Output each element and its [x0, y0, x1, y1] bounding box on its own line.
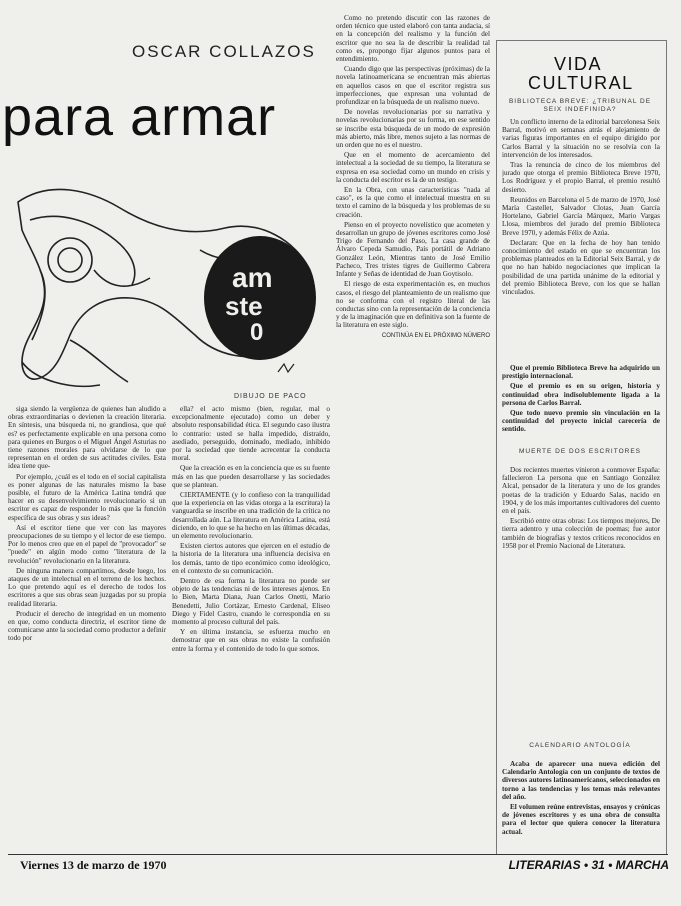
sidebar-rule-left [496, 40, 497, 855]
sidebar-section-2 [502, 466, 660, 736]
paragraph: Acaba de aparecer una nueva edición del Calendario Antología con un conjunto de textos de diversos autores latinoamericanos, seleccionados en torno a las tendencias y los temas más relevantes del año. [502, 760, 660, 801]
sidebar-section-1-bold [502, 364, 660, 444]
gun-illustration [10, 150, 330, 395]
paragraph: siga siendo la vergüenza de quienes han aludido a obras extraordinarias o devienen la creación literaria. En síntesis, una búsqueda ni, no grandiosa, que qué es? es perfectamente explicable en una persona como para quienes en Burgos o el Miguel Ángel Asturias no tiene razones morales para olvidarse de lo que representan en el orden de sus actitudes civiles. Esta idea tiene que- [8, 405, 166, 471]
paragraph: Declaran: Que en la fecha de hoy han tenido conocimiento del estado en que se encuentran los problemas planteados en la Editorial Seix Barral, y de que no han habido negociaciones que implican la posibilidad de una partida unánime de la editorial y del premio Biblioteca Breve, con los que se hallan vinculados. [502, 238, 660, 297]
paragraph: Dentro de esa forma la literatura no puede ser objeto de las tendencias ni de los intereses ajenos. En lo Bien, Marta Diana, Juan Carlos Onetti, Mario Benedetti, Julio Cortázar, Ernesto Cardenal, Eliseo Diego y Fidel Castro, cuando le correspondía en su momento al proceso cultural del país. [172, 577, 330, 627]
article-author: OSCAR COLLAZOS [132, 42, 316, 61]
paragraph: De ninguna manera compartimos, desde luego, los ataques de un intelectual en el terreno de los hechos. Lo que pretendo aquí es el derecho de todos los escritores a que sus obras sean juzgadas por su propia realidad literaria. [8, 566, 166, 608]
sidebar-section-1 [502, 118, 660, 363]
paragraph: CIERTAMENTE (y lo confieso con la tranquilidad que la experiencia en las vidas otorga a la escritura) la vanguardia se inscribe en una tradición de la crítica no desarrollada aún. La literatura en América Latina, está diciendo, en lo que se ha hecho en las últimas décadas, un elemento revolucionario. [172, 491, 330, 541]
sidebar-title-line2: CULTURAL [528, 73, 634, 93]
illustration-text-2: ste [225, 291, 263, 321]
sidebar-section-3 [502, 760, 660, 852]
illustration-text-3: 0 [250, 319, 264, 346]
paragraph: El riesgo de esta experimentación es, en muchos casos, el riesgo del planteamiento de un realismo que no se conforma con el registro literal de las conductas sino con la representación de la conciencia y de la imaginación que en definitiva son la fuente de la literatura en este siglo. [336, 280, 490, 330]
paragraph: Pienso en el proyecto novelístico que acometen y desarrollan un grupo de jóvenes escritores como José Trigo de Fernando del Paso, La casa grande de Álvaro Cepeda Samudio, País portátil de Adriano González León, Mientras tanto de José Emilio Pacheco, Tres tristes tigres de Guillermo Cabrera Infante y Señas de identidad de Juan Goytisolo. [336, 220, 490, 279]
sidebar-rule-right [666, 40, 667, 855]
paragraph: Por ejemplo, ¿cuál es el todo en el social capitalista es poner algunas de las naturales mismo la base posible, el futuro de la América Latina tendrá que hacer en su desenvolvimiento revolucionario si un escritor es capaz de responder lo más que la función específica de sus obras y sus ideas? [8, 472, 166, 522]
paragraph: Que la creación es en la conciencia que es su fuente más en las que pueden desarrollarse y las sociedades que se plantean. [172, 464, 330, 489]
paragraph: Escribió entre otras obras: Los tiempos mejores, De tierra adentro y una colección de poemas; fue autor también de biografías y textos críticos reconocidos en 1958 por el Premio Nacional de Literatura. [502, 517, 660, 550]
sidebar-title-line1: VIDA [553, 54, 602, 74]
footer-rule [8, 854, 668, 855]
article-headline: para armar [2, 87, 277, 147]
footer-section: LITERARIAS • 31 • MARCHA [508, 858, 669, 872]
paragraph: Un conflicto interno de la editorial barcelonesa Seix Barral, motivó en semanas atrás el alejamiento de varias figuras importantes en el equipo dirigido por Carlos Barral y la situación no se resolvía con la intervención de los interesados. [502, 118, 660, 159]
paragraph: Producir el derecho de integridad en un momento en que, como conducta directriz, el escritor tiene de comunicarse ante la sociedad como productor a definir todo por [8, 609, 166, 643]
paragraph: Como no pretendo discutir con las razones de orden técnico que usted elaboró con tanta audacia, sí en la concepción del realismo y la función del escritor que no sea la de describir la realidad tal como es, propongo fijar algunos puntos para el entendimiento. [336, 14, 490, 64]
sidebar-heading-2: MUERTE DE DOS ESCRITORES [519, 448, 641, 455]
sidebar-title [528, 54, 634, 93]
paragraph: Que en el momento de acercamiento del intelectual a la sociedad de su tiempo, la literatura se expresa en esa sociedad como un mundo en crisis y la conducta del escritor es la de un testigo. [336, 151, 490, 184]
paragraph: ella? el acto mismo (bien, regular, mal o excepcionalmente ejecutado) como un deber y absoluto responsabilidad ética. El segundo caso ilustra lo contrario: usted se halla impedido, distraído, asediado, perseguido, dominado, mediado, inhibido por la sociedad que tiende acrecentar la conducta moral. [172, 405, 330, 463]
footer-date: Viernes 13 de marzo de 1970 [20, 858, 167, 872]
paragraph: Cuando digo que las perspectivas (próximas) de la novela latinoamericana se encuentran más abiertas en aquellos casos en que el escritor registra sus imperfecciones, que expresan una voluntad de profundizar en la búsqueda de un realismo nuevo. [336, 65, 490, 107]
paragraph: Tras la renuncia de cinco de los miembros del jurado que otorga el premio Biblioteca Breve 1970, Los Rodríguez y el propio Barral, el premio resultó desierto. [502, 161, 660, 194]
sidebar-heading-3: CALENDARIO ANTOLOGÍA [529, 742, 631, 749]
sidebar-rule-top [496, 40, 667, 41]
column-left [8, 405, 166, 850]
paragraph: Que todo nuevo premio sin vinculación en la continuidad del proyecto inicial carecería de sentido. [502, 409, 660, 434]
paragraph: El volumen reúne entrevistas, ensayos y crónicas de jóvenes escritores y es una obra de consulta para el lector que quiera conocer la literatura actual. [502, 803, 660, 836]
illustration-text-1: am [232, 262, 273, 293]
paragraph: Reunidos en Barcelona el 5 de marzo de 1970, José María Castellet, Salvador Clotas, Juan García Hortelano, Gabriel García Márquez, Mario Vargas Llosa, miembros del jurado del premio Biblioteca Breve 1970, y además Félix de Azúa. [502, 195, 660, 237]
sidebar-heading-1: BIBLIOTECA BREVE: ¿TRIBUNAL DE SEIX INDEFINIDA? [508, 98, 652, 113]
paragraph: En la Obra, con unas características "nada al caso", es la que como el intelectual muestra en su texto el camino de la búsqueda y los problemas de su creación. [336, 186, 490, 219]
paragraph: Que el premio es en su origen, historia y continuidad obra indisolublemente ligada a la persona de Carlos Barral. [502, 382, 660, 407]
column-middle [172, 405, 330, 850]
paragraph: Así el escritor tiene que ver con las mayores preocupaciones de su tiempo y el lector de ese tiempo. Por lo menos creo que en el papel de "provocador" se "puede" en algún modo como "literatura de la revolución" revolucionario en la literatura. [8, 523, 166, 565]
paragraph: Existen ciertos autores que ejercen en el estudio de la historia de la literatura una influencia decisiva en los demás, tanto de tipo económico como ideológico, en el contexto de su comunicación. [172, 542, 330, 575]
continued-note: CONTINÚA EN EL PRÓXIMO NÚMERO [381, 332, 490, 339]
illustration-caption: DIBUJO DE PACO [234, 393, 307, 400]
paragraph: Que el premio Biblioteca Breve ha adquirido un prestigio internacional. [502, 364, 660, 381]
paragraph: Dos recientes muertes vinieron a conmover España: fallecieron La persona que en Santiago González Alcal, pensador de la literatura y uno de los grandes poetas de la tradición y Eduardo Salas, nacido en 1904, y de los más importantes cultivadores del cuento en el país. [502, 466, 660, 516]
paragraph: Y en última instancia, se esfuerza mucho en demostrar que en sus obras no existe la confusión entre la forma y el contenido de todo lo que somos. [172, 628, 330, 653]
column-right [336, 14, 490, 852]
paragraph: De novelas revolucionarias por su narrativa y novelas revolucionarias por su forma, en ese sentido se inscribe esta búsqueda de un modo de expresión más abierto, más libre, menos sujeto a las normas de un orden que no es el nuestro. [336, 108, 490, 150]
